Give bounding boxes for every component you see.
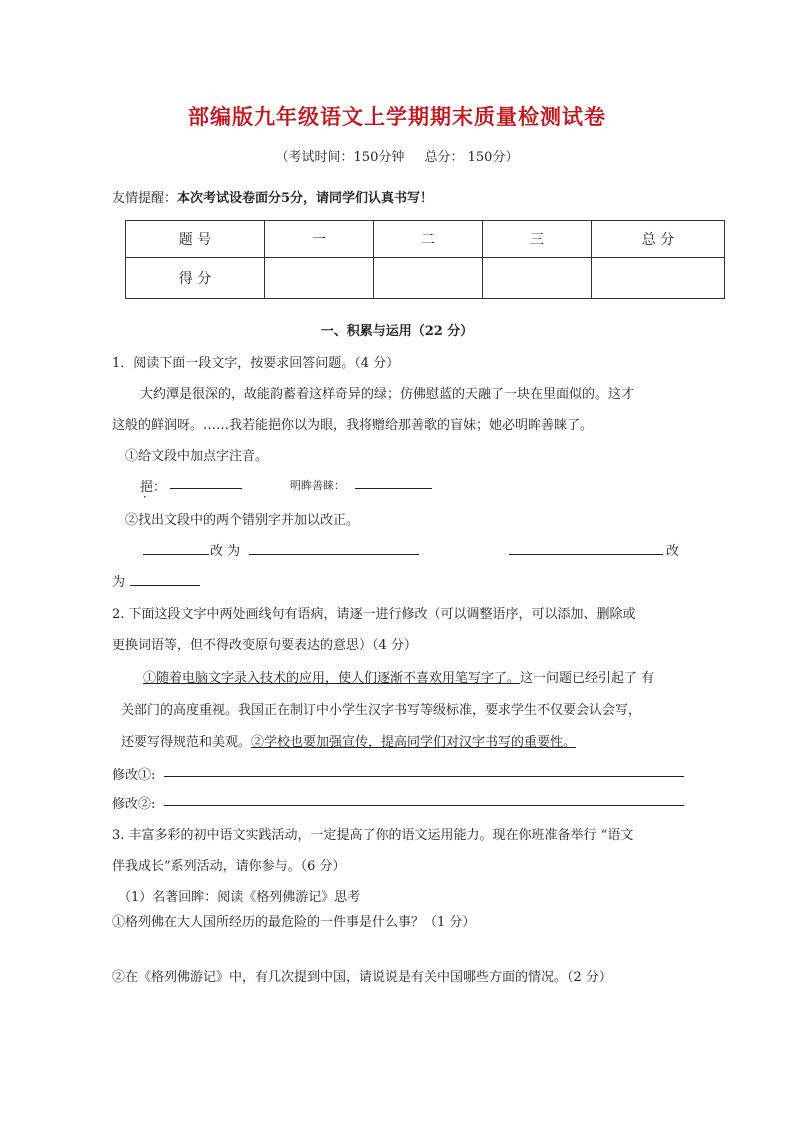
score-header-cell: 题 号 [126, 221, 265, 258]
passage-text: 这一问题已经引起了 有 [520, 671, 655, 686]
score-input-cell[interactable] [483, 258, 592, 299]
question-1-sub1: ①给文段中加点字注音。 [125, 449, 269, 464]
question-3-stem-line2: 伴我成长”系列活动，请你参与。（6 分） [112, 859, 346, 874]
faulty-sentence-1: ①随着电脑文字录入技术的应用，使人们逐渐不喜欢用笔写字了。 [143, 671, 521, 686]
question-2-stem-line1: 2. 下面这段文字中两处画线句有语病，请逐一进行修改（可以调整语序，可以添加、删除或 [112, 607, 636, 622]
exam-time: （考试时间：150分钟 [275, 150, 405, 165]
wrong-char-2-line[interactable] [509, 554, 663, 555]
passage-text: 还要写得规范和美观。 [121, 735, 252, 750]
fix-2-answer-line[interactable] [164, 805, 684, 806]
question-3-part1: （1）名著回眸：阅读《格列佛游记》思考 [118, 890, 361, 905]
question-1-passage-line2: 这般的鲜润呀。……我若能挹你以为眼，我将赠给那善歌的盲妹；她必明眸善睐了。 [112, 418, 594, 433]
faulty-sentence-2: ②学校也要加强宣传，提高同学们对汉字书写的重要性。 [251, 735, 577, 750]
fix-1-answer-line[interactable] [164, 776, 684, 777]
question-1-passage-line1: 大约潭是很深的，故能韵蓄着这样奇异的绿；仿佛慰蓝的天融了一块在里面似的。这才 [140, 387, 635, 402]
exam-subtitle [0, 146, 794, 165]
question-3-subquestion-b: ②在《格列佛游记》中，有几次提到中国，请说说是有关中国哪些方面的情况。（2 分） [112, 970, 612, 985]
section-heading: 一、积累与运用（22 分） [320, 324, 474, 339]
as-label: 为 [112, 575, 126, 590]
pinyin-yi-answer-line[interactable] [170, 488, 242, 489]
score-input-cell[interactable] [374, 258, 483, 299]
score-header-cell: 三 [483, 221, 592, 258]
correction-2-line[interactable] [130, 585, 200, 586]
fix-2-label: 修改②: [112, 797, 156, 812]
question-2-passage-line2: 关部门的高度重视。我国正在制订中小学生汉字书写等级标准，要求学生不仅要会认会写， [121, 703, 642, 718]
score-table-header-row [126, 221, 725, 258]
wrong-char-1-line[interactable] [143, 554, 209, 555]
correct-as-label: 改 为 [210, 544, 241, 559]
exam-total-score: 总分： 150分） [424, 150, 519, 165]
correct-label: 改 [666, 544, 680, 559]
score-input-cell[interactable] [592, 258, 725, 299]
pinyin-mingmou-label: 明眸善睐： [290, 479, 345, 492]
question-2-stem-line2: 更换词语等，但不得改变原句要表达的意思）（4 分） [112, 638, 417, 653]
question-2-passage-line1 [143, 667, 654, 686]
pinyin-yi-label [140, 476, 166, 495]
pinyin-mingmou-answer-line[interactable] [355, 488, 432, 489]
exam-title: 部编版九年级语文上学期期末质量检测试卷 [188, 104, 606, 129]
score-header-cell: 总 分 [592, 221, 725, 258]
score-table [125, 220, 725, 299]
question-1-sub2: ②找出文段中的两个错别字并加以改正。 [125, 513, 360, 528]
score-header-cell: 一 [265, 221, 374, 258]
colon: ： [153, 480, 167, 495]
score-header-cell: 二 [374, 221, 483, 258]
question-2-passage-line3 [121, 731, 576, 750]
reminder-label: 友情提醒： [112, 191, 178, 206]
reminder-text: 本次考试设卷面分5分，请同学们认真书写！ [177, 191, 434, 206]
correction-1-line[interactable] [249, 554, 419, 555]
question-3-subquestion-a: ①格列佛在大人国所经历的最危险的一件事是什么事？（1 分） [112, 915, 476, 930]
friendly-reminder [112, 187, 433, 206]
question-1-stem: 1．阅读下面一段文字，按要求回答问题。（4 分） [112, 356, 400, 371]
score-table-score-row [126, 258, 725, 299]
yi-char: 挹 [140, 480, 154, 495]
question-3-stem-line1: 3. 丰富多彩的初中语文实践活动，一定提高了你的语文运用能力。现在你班准备举行 “语文 [112, 828, 634, 843]
score-row-label: 得 分 [126, 258, 265, 299]
fix-1-label: 修改①: [112, 768, 156, 783]
score-input-cell[interactable] [265, 258, 374, 299]
